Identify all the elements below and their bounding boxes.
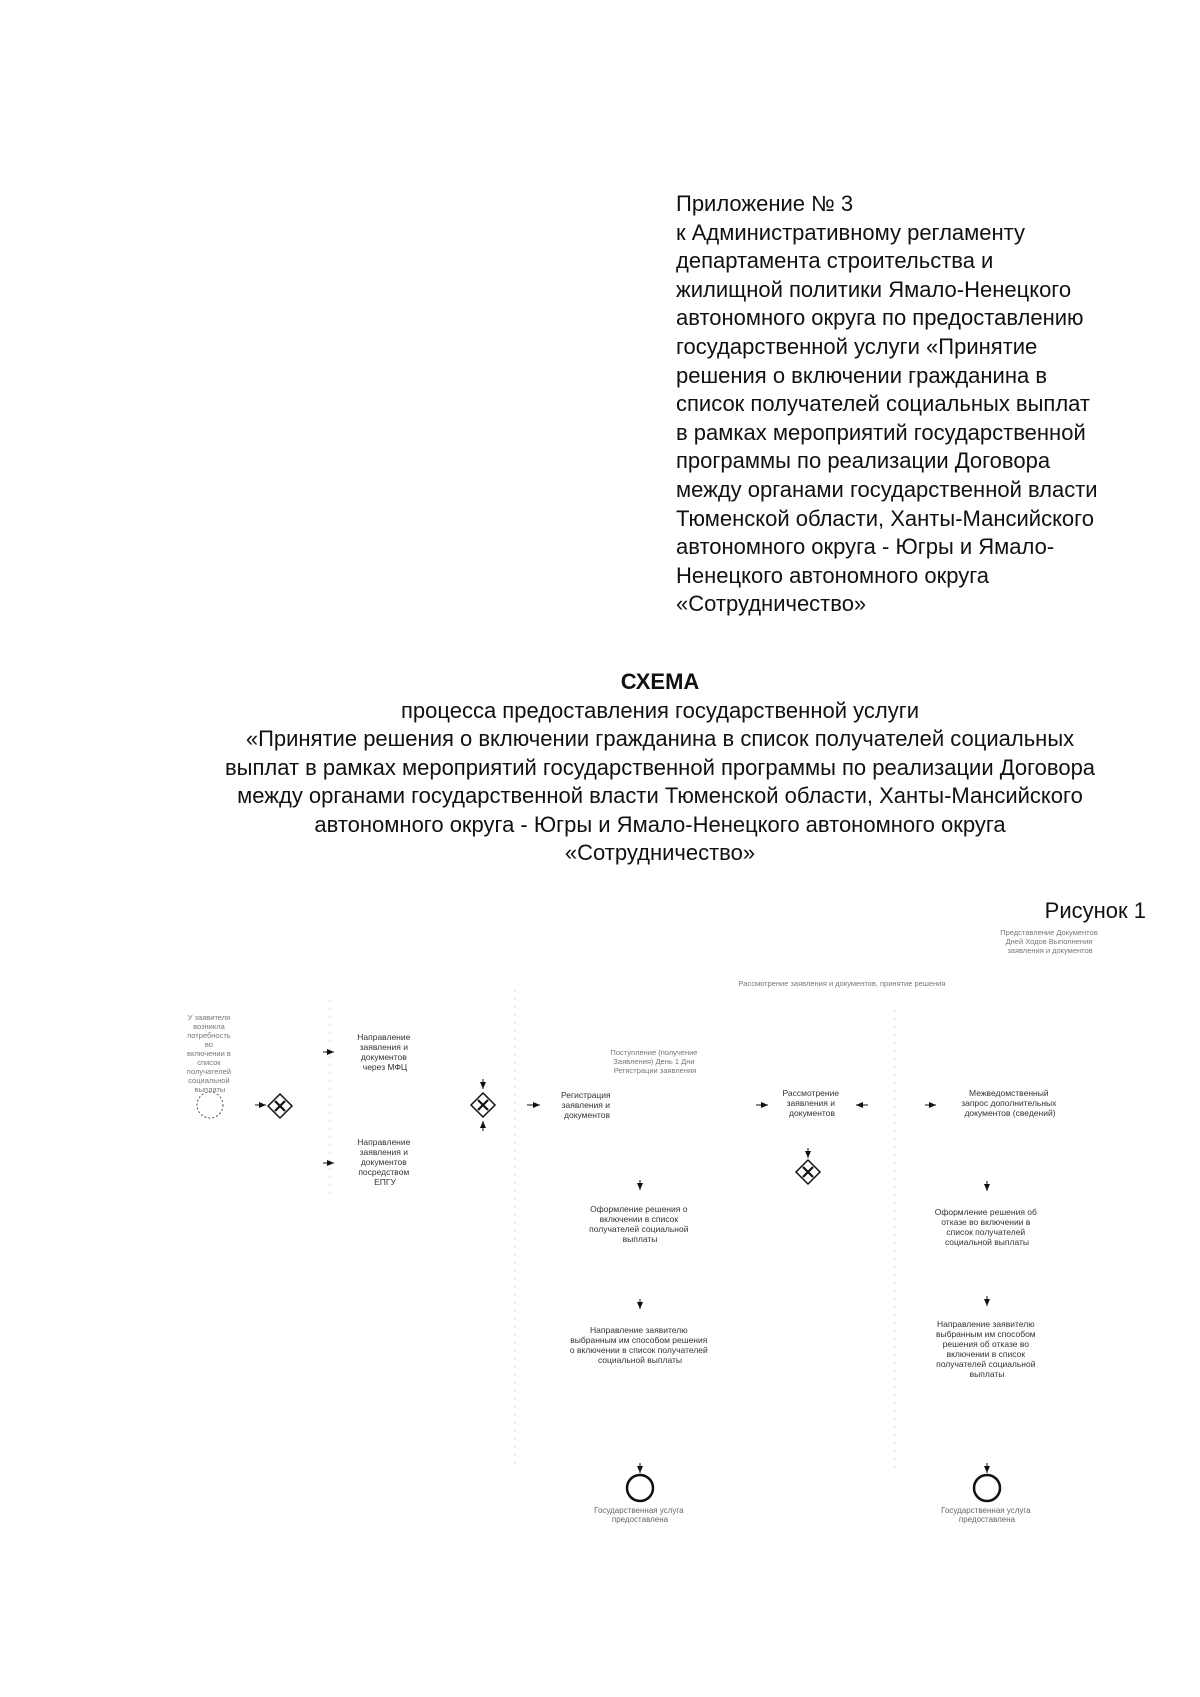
appendix-line: государственной услуги «Принятие xyxy=(676,333,1038,359)
task-notify-approve: Направление заявителю выбранным им способом решения о включении в список получателей социальной выплаты xyxy=(569,1325,708,1365)
task-review: Рассмотрение заявления и документов xyxy=(782,1088,840,1118)
task-submit-via-mfc: Направление заявления и документов через МФЦ xyxy=(357,1032,411,1072)
appendix-line: Тюменской области, Ханты-Мансийского xyxy=(676,505,1094,531)
appendix-line: Ненецкого автономного округа xyxy=(676,562,990,588)
task-interagency-request: Межведомственный запрос дополнительных документов (сведений) xyxy=(961,1088,1057,1118)
appendix-line: между органами государственной власти xyxy=(676,476,1098,502)
appendix-line: в рамках мероприятий государственной xyxy=(676,419,1086,445)
task-notify-refuse: Направление заявителю выбранным им способом решения об отказе во включении в список получателей социальной выплаты xyxy=(935,1319,1036,1379)
note-registration-deadline: Поступление (получение Заявления) День 1 Дни Регистрации заявления xyxy=(610,1048,698,1075)
connectors xyxy=(255,1052,987,1473)
note-review-and-decision: Рассмотрение заявления и документов, принятие решения xyxy=(738,979,946,988)
schema-subtitle-line: между органами государственной власти Тюменской области, Ханты-Мансийского xyxy=(237,783,1083,808)
note-submission-deadlines: Представление Документов Дней Ходов Выполнения заявления и документов xyxy=(1000,928,1098,955)
schema-subtitle-line: «Принятие решения о включении гражданина в список получателей социальных xyxy=(245,726,1075,751)
gateway-exclusive-icon xyxy=(268,1094,292,1118)
gateway-exclusive-icon xyxy=(796,1160,820,1184)
task-registration: Регистрация заявления и документов xyxy=(560,1090,611,1120)
appendix-line: решения о включении гражданина в xyxy=(676,362,1048,388)
appendix-line: программы по реализации Договора xyxy=(676,448,1051,474)
schema-subtitle-line: «Сотрудничество» xyxy=(564,840,756,865)
task-decision-refuse: Оформление решения об отказе во включении в список получателей социальной выплаты xyxy=(934,1207,1037,1247)
appendix-line: «Сотрудничество» xyxy=(676,591,867,617)
task-decision-approve: Оформление решения о включении в список получателей социальной выплаты xyxy=(589,1204,689,1244)
start-event-label: У заявителя возникла потребность во включении в список получателей социальной выплаты xyxy=(186,1013,232,1094)
start-event-circle xyxy=(197,1092,223,1118)
appendix-line: автономного округа - Югры и Ямало- xyxy=(676,534,1055,560)
appendix-line: департамента строительства и xyxy=(676,248,994,274)
appendix-line: автономного округа по предоставлению xyxy=(676,305,1084,331)
schema-title: СХЕМА xyxy=(620,669,700,694)
end-event-circle xyxy=(627,1475,653,1501)
gateway-exclusive-icon xyxy=(471,1093,495,1117)
figure-label: Рисунок 1 xyxy=(1044,898,1146,923)
schema-subtitle-line: автономного округа - Югры и Ямало-Ненецкого автономного округа xyxy=(314,811,1006,837)
appendix-line: жилищной политики Ямало-Ненецкого xyxy=(676,276,1072,302)
appendix-line: к Административному регламенту xyxy=(676,219,1026,245)
schema-subtitle-line: выплат в рамках мероприятий государственной программы по реализации Договора xyxy=(224,754,1096,780)
appendix-line: список получателей социальных выплат xyxy=(676,391,1091,417)
schema-subtitle-line: процесса предоставления государственной услуги xyxy=(400,697,920,723)
task-submit-via-epgu: Направление заявления и документов посредством ЕПГУ xyxy=(357,1137,411,1187)
end-event-circle xyxy=(974,1475,1000,1501)
end-event-label-refuse: Государственная услуга предоставлена xyxy=(941,1506,1031,1524)
appendix-line: Приложение № 3 xyxy=(676,191,854,216)
end-event-label-approve: Государственная услуга предоставлена xyxy=(594,1506,684,1524)
